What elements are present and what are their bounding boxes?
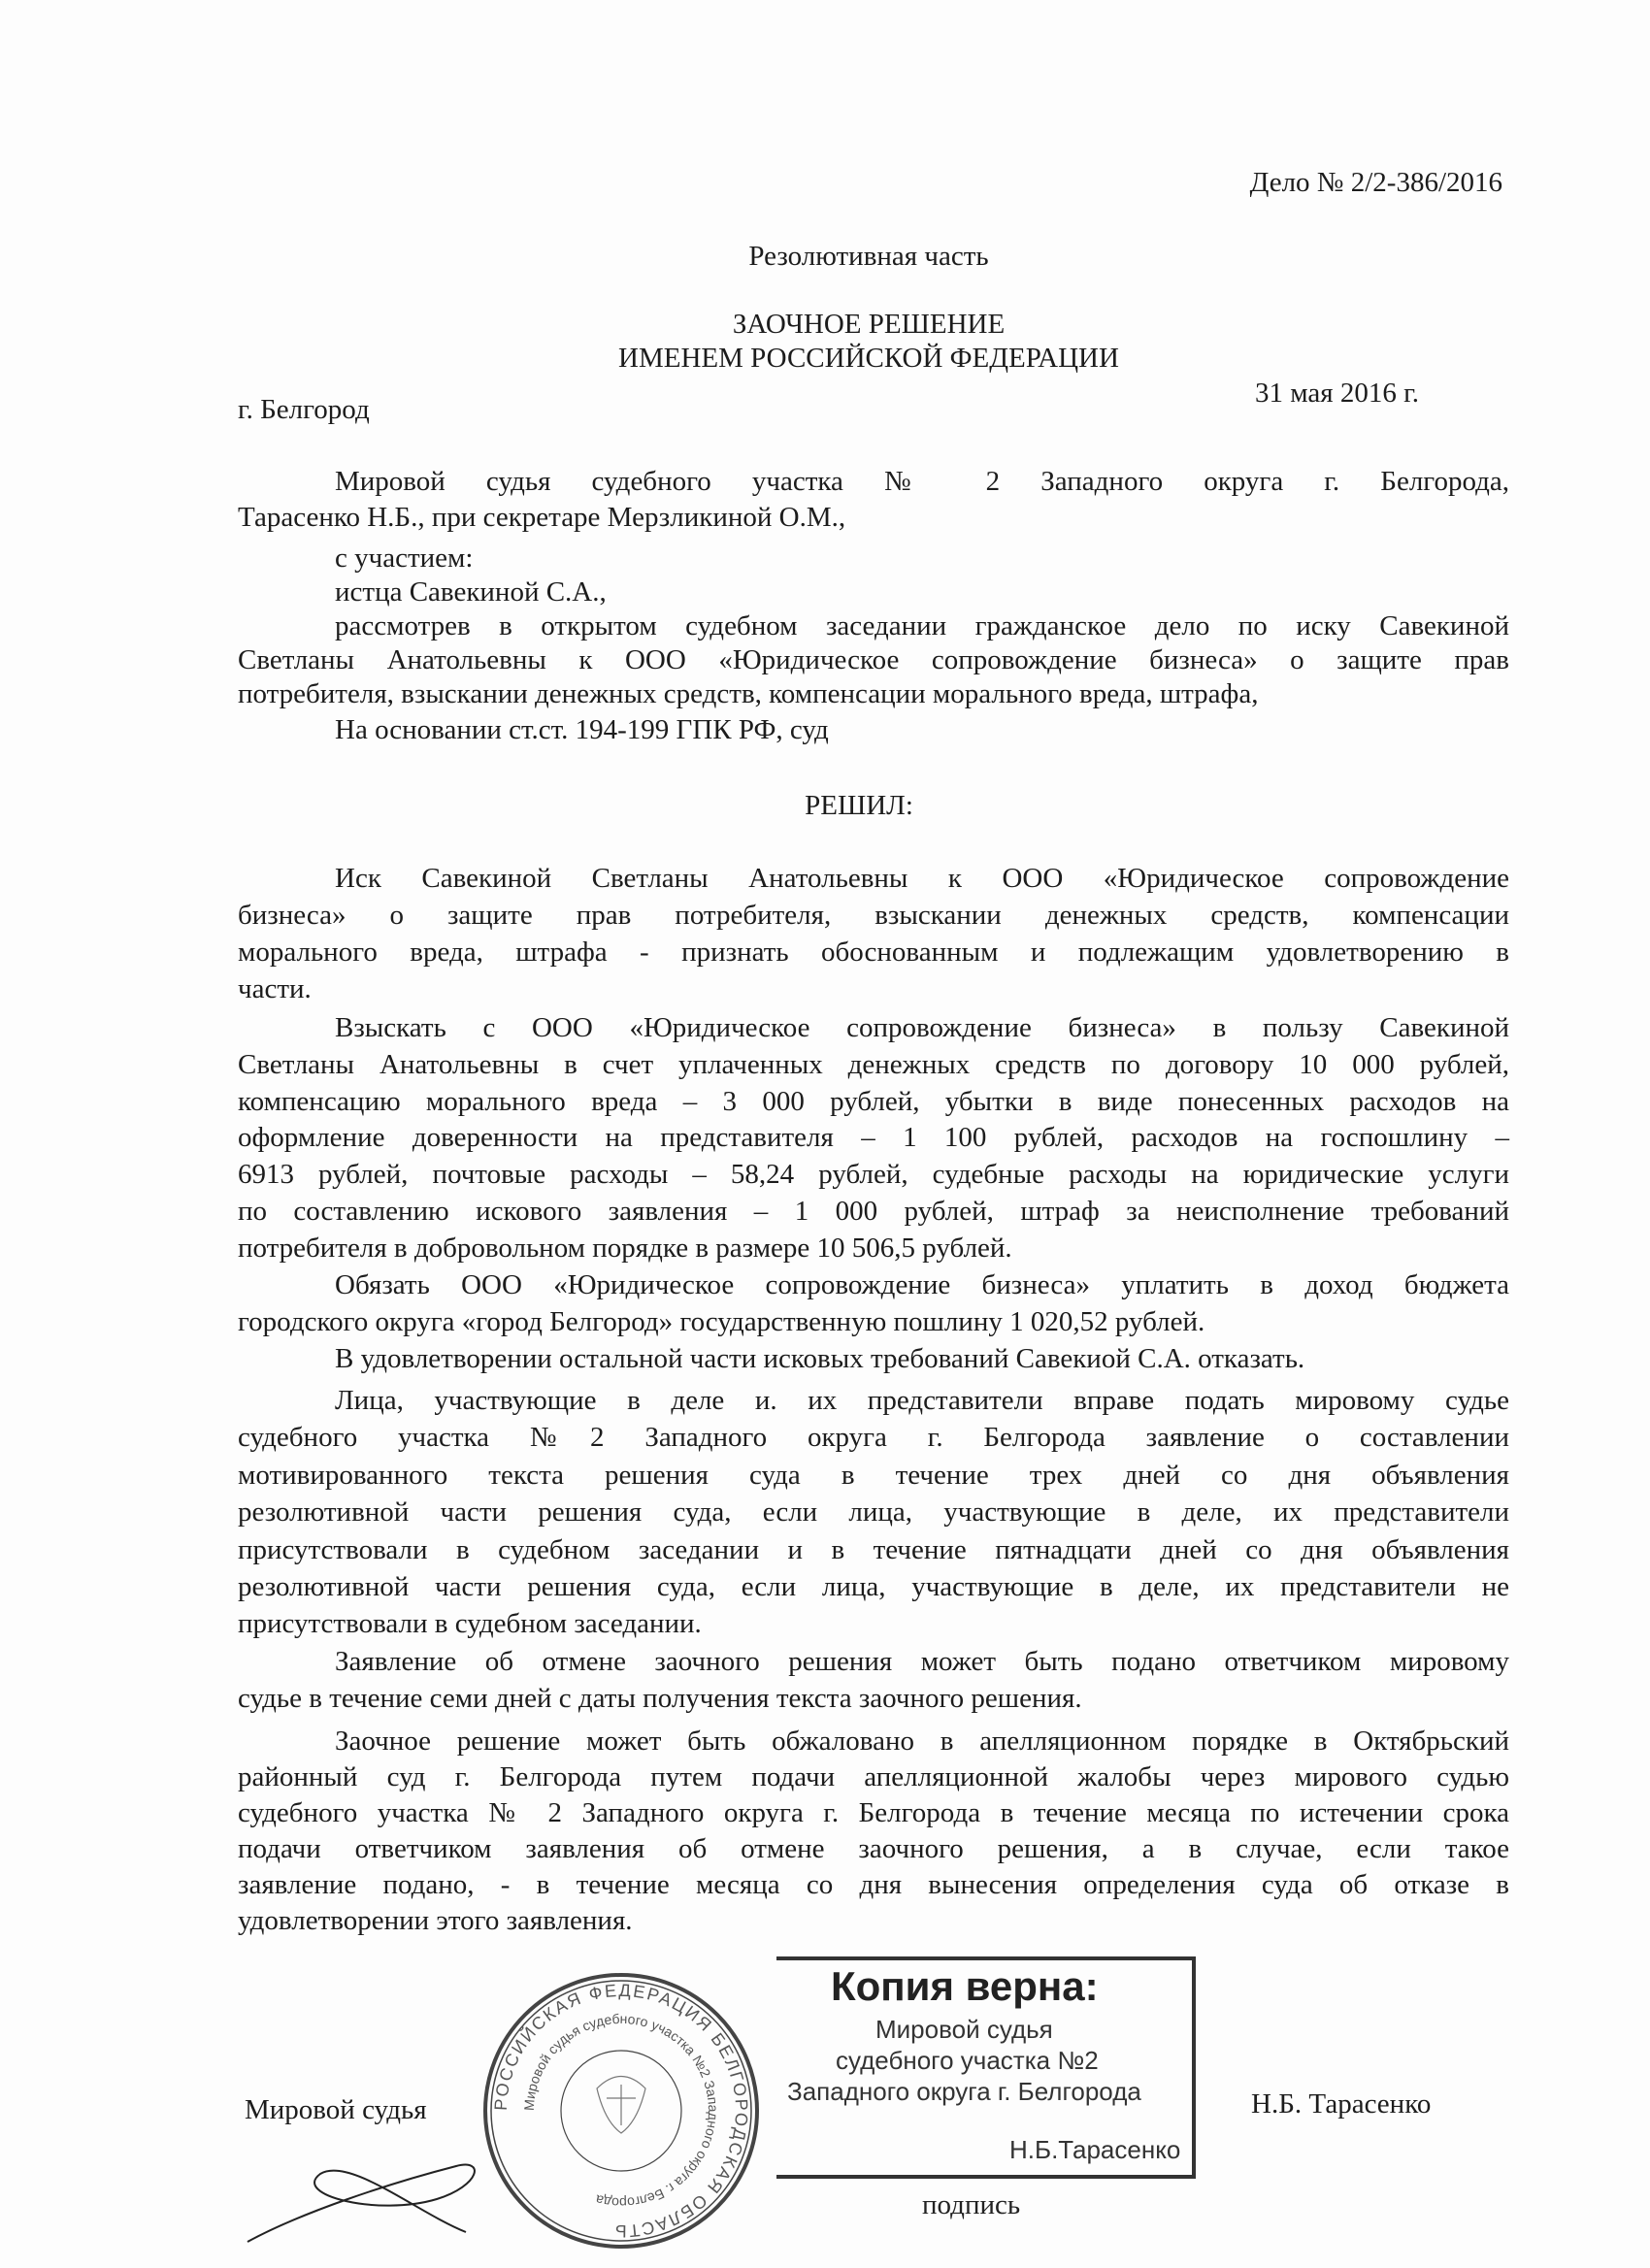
round-seal bbox=[485, 1975, 757, 2247]
text-line: заявление подано, - в течение месяца со дня вынесения определения суда об отказе в bbox=[238, 1869, 1509, 1900]
text-line: оформление доверенности на представителя – 1 100 рублей, расходов на госпошлину – bbox=[238, 1122, 1509, 1154]
handwritten-signature bbox=[248, 2165, 475, 2242]
text-line: присутствовали в судебном заседании. bbox=[238, 1608, 702, 1640]
text-line: Светланы Анатольевны к ООО «Юридическое сопровождение бизнеса» о защите прав bbox=[238, 644, 1509, 675]
text-line: подачи ответчиком заявления об отмене заочного решения, а в случае, если такое bbox=[238, 1833, 1509, 1864]
text-line: резолютивной части решения суда, если лица, участвующие в деле, их представители bbox=[238, 1496, 1509, 1528]
text-line: Иск Савекиной Светланы Анатольевны к ООО «Юридическое сопровождение bbox=[335, 863, 1509, 894]
text-line: Тарасенко Н.Б., при секретаре Мерзликиной О.М., bbox=[238, 502, 846, 533]
text-line: судебного участка № 2 Западного округа г. Белгорода в течение месяца по истечении срока bbox=[238, 1797, 1509, 1828]
city: г. Белгород bbox=[238, 394, 370, 425]
decided-heading: РЕШИЛ: bbox=[805, 790, 913, 821]
text-line: районный суд г. Белгорода путем подачи апелляционной жалобы через мирового судью bbox=[238, 1761, 1509, 1792]
text-line: истца Савекиной С.А., bbox=[335, 576, 607, 608]
text-line: судебного участка №2 Западного округа г. Белгорода заявление о составлении bbox=[238, 1422, 1509, 1454]
seal-inner-text: Мировой судья судебного участка №2 Западного округа г. Белгорода bbox=[520, 2010, 722, 2212]
text-line: Заявление об отмене заочного решения может быть подано ответчиком мировому bbox=[335, 1646, 1509, 1677]
text-line: Мировой судья судебного участка № 2 Западного округа г. Белгорода, bbox=[335, 466, 1509, 497]
text-line: присутствовали в судебном заседании и в течение пятнадцати дней со дня объявления bbox=[238, 1533, 1509, 1565]
copy-stamp-line3: Западного округа г. Белгорода bbox=[787, 2077, 1141, 2106]
copy-stamp-title: Копия верна: bbox=[831, 1963, 1099, 2009]
text-line: с участием: bbox=[335, 542, 474, 574]
text-line: удовлетворении этого заявления. bbox=[238, 1905, 633, 1936]
text-line: На основании ст.ст. 194-199 ГПК РФ, суд bbox=[335, 714, 829, 745]
text-line: части. bbox=[238, 973, 312, 1004]
text-line: Заочное решение может быть обжаловано в апелляционном порядке в Октябрьский bbox=[335, 1726, 1509, 1757]
text-line: по составлению искового заявления – 1 000 рублей, штраф за неисполнение требований bbox=[238, 1195, 1509, 1227]
copy-stamp-line2: судебного участка №2 bbox=[836, 2046, 1099, 2075]
text-line: Светланы Анатольевны в счет уплаченных денежных средств по договору 10 000 рублей, bbox=[238, 1048, 1509, 1080]
decision-date: 31 мая 2016 г. bbox=[1255, 378, 1419, 409]
text-line: потребителя, взыскании денежных средств, компенсации морального вреда, штрафа, bbox=[238, 678, 1259, 709]
text-line: судье в течение семи дней с даты получения текста заочного решения. bbox=[238, 1683, 1082, 1714]
text-line: бизнеса» о защите прав потребителя, взыскании денежных средств, компенсации bbox=[238, 900, 1509, 931]
text-line: рассмотрев в открытом судебном заседании гражданское дело по иску Савекиной bbox=[335, 610, 1509, 641]
coat-of-arms-icon bbox=[597, 2077, 645, 2134]
text-line: резолютивной части решения суда, если лица, участвующие в деле, их представители не bbox=[238, 1570, 1509, 1602]
text-line: морального вреда, штрафа - признать обоснованным и подлежащим удовлетворению в bbox=[238, 937, 1509, 968]
doc-title: ЗАОЧНОЕ РЕШЕНИЕ bbox=[732, 309, 1006, 340]
text-line: потребителя в добровольном порядке в размере 10 506,5 рублей. bbox=[238, 1232, 1012, 1264]
copy-stamp-line1: Мировой судья bbox=[875, 2015, 1053, 2044]
seal-outer-text: РОССИЙСКАЯ ФЕДЕРАЦИЯ БЕЛГОРОДСКАЯ ОБЛАСТЬ bbox=[490, 1980, 752, 2242]
text-line: Обязать ООО «Юридическое сопровождение бизнеса» уплатить в доход бюджета bbox=[335, 1269, 1509, 1300]
case-number: Дело № 2/2-386/2016 bbox=[1249, 167, 1502, 198]
text-line: компенсацию морального вреда – 3 000 рублей, убытки в виде понесенных расходов на bbox=[238, 1085, 1509, 1117]
judge-name: Н.Б. Тарасенко bbox=[1251, 2088, 1432, 2120]
text-line: В удовлетворении остальной части исковых требований Савекиой С.А. отказать. bbox=[335, 1343, 1305, 1374]
text-line: Лица, участвующие в деле и. их представители вправе подать мировому судье bbox=[335, 1385, 1509, 1416]
text-line: мотивированного текста решения суда в течение трех дней со дня объявления bbox=[238, 1459, 1509, 1491]
copy-stamp-signer: Н.Б.Тарасенко bbox=[1009, 2135, 1181, 2164]
text-line: Взыскать с ООО «Юридическое сопровождение бизнеса» в пользу Савекиной bbox=[335, 1012, 1509, 1043]
judge-role: Мировой судья bbox=[245, 2094, 427, 2125]
text-line: городского округа «город Белгород» государственную пошлину 1 020,52 рублей. bbox=[238, 1305, 1205, 1337]
text-line: 6913 рублей, почтовые расходы – 58,24 рублей, судебные расходы на юридические услуги bbox=[238, 1159, 1509, 1191]
doc-subtitle: ИМЕНЕМ РОССИЙСКОЙ ФЕДЕРАЦИИ bbox=[618, 343, 1119, 374]
signature-label: подпись bbox=[922, 2189, 1021, 2220]
section-label: Резолютивная часть bbox=[748, 241, 989, 272]
